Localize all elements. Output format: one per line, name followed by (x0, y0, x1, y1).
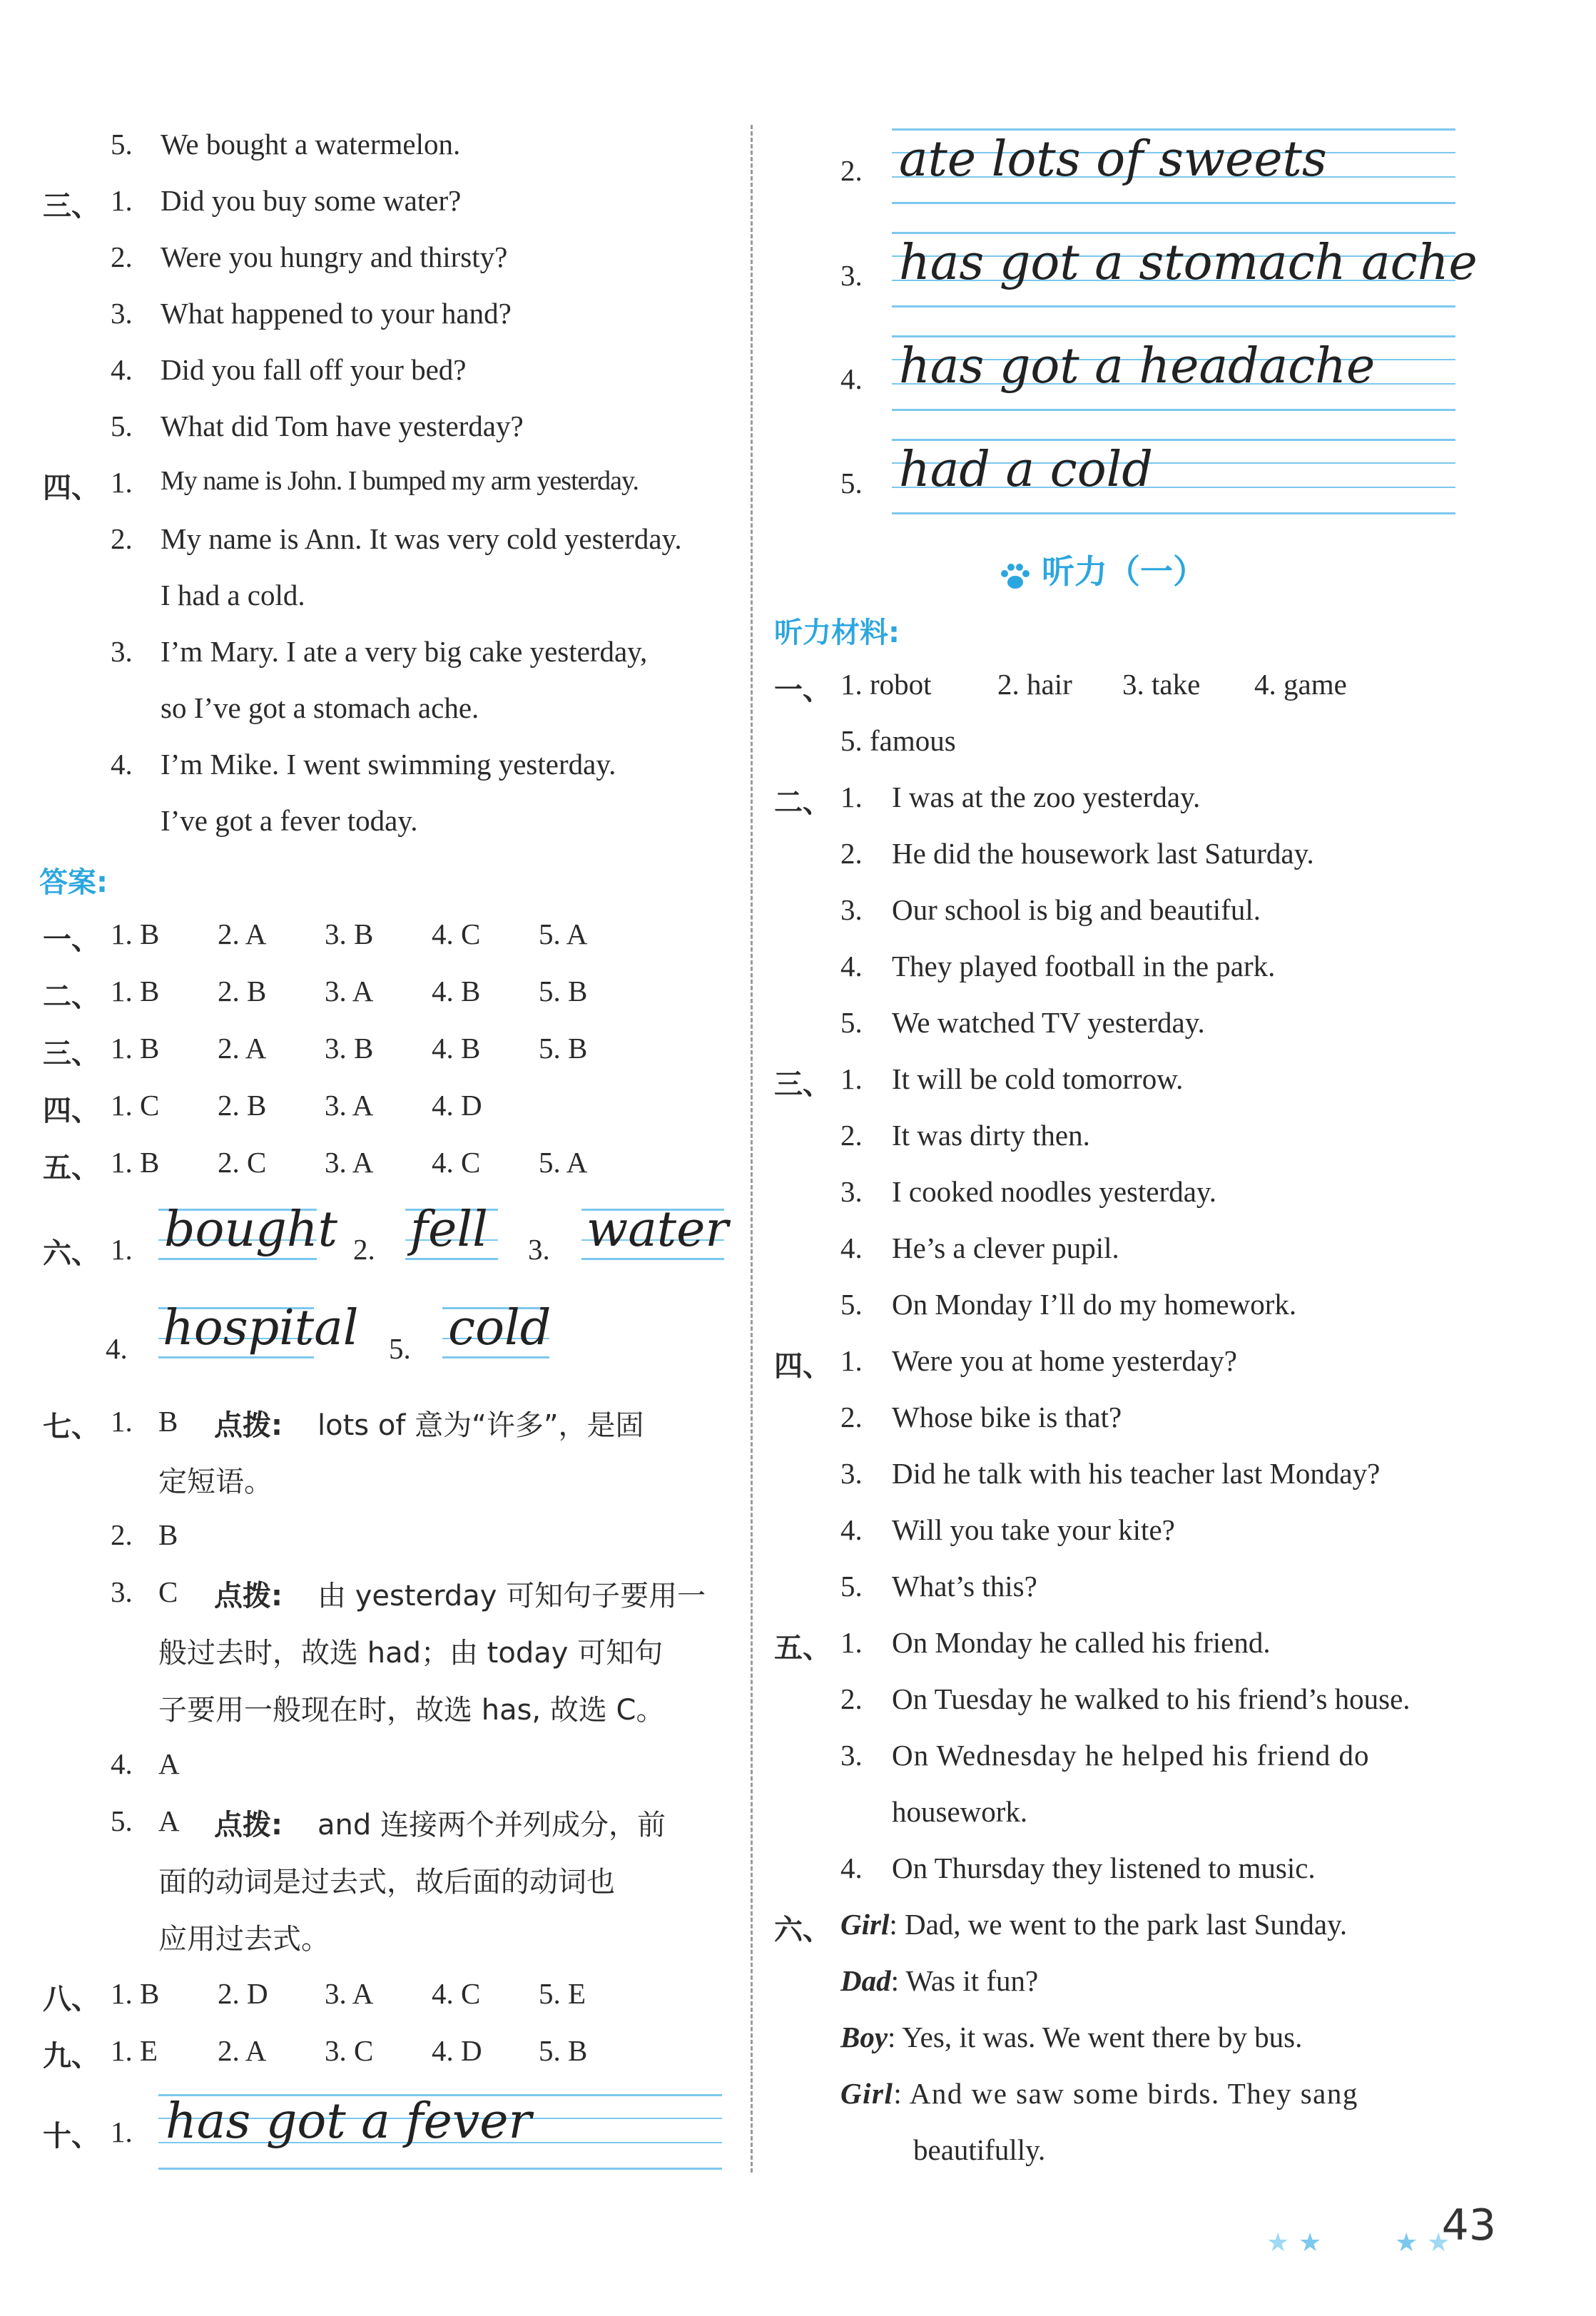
item-number: 4. (111, 353, 133, 386)
answer-row (111, 2033, 646, 2068)
section-label: 一、 (43, 923, 100, 956)
item-number: 1. (840, 1062, 863, 1095)
item-text: On Tuesday he walked to his friend’s house. (892, 1682, 1411, 1715)
answer-row (111, 974, 646, 1008)
item-number: 4. (840, 1231, 863, 1264)
answer-item: 2. A (218, 918, 267, 950)
dialogue-line (840, 1964, 1038, 1998)
note-text: 子要用一般现在时，故选 has, 故选 C。 (158, 1694, 665, 1727)
dialogue-line (840, 1907, 1347, 1941)
item-number: 4. (840, 950, 863, 982)
item-text: Did you fall off your bed? (161, 353, 467, 386)
item-text: I’m Mary. I ate a very big cake yesterday, (161, 635, 648, 668)
item-text: He’s a clever pupil. (892, 1231, 1119, 1264)
answer-item: 2. B (218, 975, 267, 1007)
answer-item: 3. A (325, 1146, 374, 1179)
item-number: 3. (111, 635, 133, 668)
item-number: 5. (840, 1006, 863, 1039)
item-text: What happened to your hand? (161, 297, 512, 330)
section-label: 二、 (43, 980, 100, 1013)
answer-item: 3. A (325, 1977, 374, 2010)
item-text: I’m Mike. I went swimming yesterday. (161, 748, 616, 781)
dialogue-text: : Was it fun? (890, 1964, 1039, 1997)
item-number: 4. (840, 1852, 863, 1884)
answer-item: 5. B (539, 975, 588, 1007)
item-text: Were you hungry and thirsty? (161, 240, 508, 273)
section-label: 五、 (43, 1152, 100, 1184)
answer-letter: B (158, 1405, 178, 1438)
section-label: 六、 (774, 1914, 831, 1946)
item-number: 2. (111, 1518, 133, 1551)
answer-item: 2. A (218, 2034, 267, 2067)
item-text: We watched TV yesterday. (892, 1006, 1205, 1039)
answer-letter: A (158, 1747, 180, 1780)
section-label: 三、 (43, 1037, 100, 1070)
section-label: 三、 (774, 1068, 831, 1101)
answer-item: 5. B (539, 2034, 588, 2067)
section-label: 五、 (774, 1632, 831, 1665)
word-item: 5. famous (840, 724, 956, 757)
answer-item: 4. D (432, 2034, 482, 2067)
item-number: 5. (840, 1570, 863, 1603)
answer-row (111, 1031, 646, 1065)
item-number: 3. (111, 297, 133, 330)
answer-item: 5. B (539, 1032, 588, 1065)
item-number: 2. (840, 837, 863, 870)
item-number: 5. (111, 410, 133, 442)
note-label: 点拨: (214, 1409, 283, 1442)
section-label: 九、 (43, 2040, 100, 2073)
answer-row (111, 917, 646, 951)
handwritten-answer: hospital (163, 1300, 359, 1356)
answer-item: 1. C (111, 1089, 160, 1122)
section-label: 三、 (43, 190, 100, 223)
answer-item: 4. C (432, 1146, 481, 1179)
item-text: I cooked noodles yesterday. (892, 1175, 1217, 1208)
handwritten-answer: had a cold (899, 442, 1153, 498)
item-number: 5. (389, 1332, 411, 1365)
word-item: 4. game (1254, 668, 1347, 701)
answer-item: 5. A (539, 918, 588, 950)
item-number: 4. (840, 1513, 863, 1546)
item-number: 2. (353, 1233, 375, 1266)
item-text: It will be cold tomorrow. (892, 1062, 1184, 1095)
answer-item: 3. A (325, 975, 374, 1007)
item-text: I had a cold. (161, 579, 305, 611)
handwritten-answer: has got a stomach ache (899, 235, 1478, 291)
dialogue-text: beautifully. (913, 2133, 1046, 2166)
listening-title (999, 546, 1206, 593)
item-text: They played football in the park. (892, 950, 1276, 982)
answer-item: 1. B (111, 975, 160, 1007)
note-label: 点拨: (214, 1809, 283, 1842)
word-item: 2. hair (997, 668, 1072, 701)
item-text: On Thursday they listened to music. (892, 1852, 1316, 1884)
answer-item: 3. C (325, 2034, 374, 2067)
answer-letter: C (158, 1575, 178, 1608)
note-text: and 连接两个并列成分，前 (317, 1809, 666, 1842)
answers-header: 答案: (39, 866, 108, 899)
item-number: 3. (840, 259, 863, 292)
note-text: 般过去时，故选 had；由 today 可知句 (158, 1637, 664, 1670)
item-number: 3. (840, 1457, 863, 1490)
item-text: I’ve got a fever today. (161, 804, 418, 837)
item-text: Were you at home yesterday? (892, 1344, 1237, 1377)
item-number: 1. (111, 1233, 133, 1266)
answer-item: 2. D (218, 1977, 268, 2010)
item-number: 4. (106, 1332, 128, 1365)
answer-row (111, 1145, 646, 1179)
item-text: My name is John. I bumped my arm yesterday. (161, 466, 639, 496)
word-item: 3. take (1122, 668, 1201, 701)
item-text: He did the housework last Saturday. (892, 837, 1314, 870)
note-text: 由 yesterday 可知句子要用一 (317, 1580, 706, 1612)
item-text: My name is Ann. It was very cold yesterday. (161, 522, 682, 555)
section-label: 八、 (43, 1983, 100, 2016)
item-number: 2. (111, 240, 133, 273)
answer-item: 5. E (539, 1977, 586, 2010)
paw-icon (999, 560, 1032, 589)
speaker: Dad (840, 1964, 891, 1997)
item-number: 2. (840, 1119, 863, 1152)
item-text: Did he talk with his teacher last Monday? (892, 1457, 1381, 1490)
item-number: 2. (840, 154, 863, 187)
dialogue-text: : Dad, we went to the park last Sunday. (889, 1908, 1348, 1941)
item-number: 3. (840, 893, 863, 926)
section-label: 四、 (43, 472, 100, 504)
item-number: 1. (111, 466, 133, 499)
item-text: Did you buy some water? (161, 184, 462, 217)
answer-item: 3. A (325, 1089, 374, 1122)
item-number: 4. (840, 362, 863, 395)
item-text: What’s this? (892, 1570, 1037, 1603)
handwritten-answer: has got a headache (899, 338, 1376, 395)
item-number: 4. (111, 748, 133, 781)
answer-item: 1. B (111, 1032, 160, 1065)
column-divider (751, 125, 753, 2173)
answer-letter: A (158, 1804, 180, 1837)
item-text: housework. (892, 1795, 1028, 1828)
word-row (840, 667, 1397, 701)
item-number: 2. (840, 1401, 863, 1433)
item-text: We bought a watermelon. (161, 128, 461, 161)
item-number: 1. (111, 184, 133, 217)
item-text: Our school is big and beautiful. (892, 893, 1261, 926)
materials-header: 听力材料: (774, 616, 900, 649)
item-number: 1. (840, 1344, 863, 1377)
item-text: so I’ve got a stomach ache. (161, 691, 479, 724)
item-number: 1. (111, 1405, 133, 1438)
note-text: lots of 意为“许多”，是固 (317, 1409, 644, 1442)
handwritten-answer: bought (164, 1202, 337, 1258)
answer-item: 1. B (111, 918, 160, 950)
answer-row (111, 1088, 539, 1122)
answer-item: 1. B (111, 1146, 160, 1179)
answer-item: 4. C (432, 1977, 481, 2010)
item-number: 5. (840, 1288, 863, 1321)
answer-letter: B (158, 1518, 178, 1551)
item-number: 1. (111, 2116, 133, 2148)
item-text: It was dirty then. (892, 1119, 1090, 1152)
star-icon: ★ (1427, 2228, 1450, 2257)
star-icon: ★ (1395, 2228, 1418, 2257)
item-number: 3. (840, 1739, 863, 1772)
star-icon: ★ (1298, 2228, 1322, 2257)
section-label: 十、 (43, 2120, 100, 2153)
item-number: 1. (840, 1626, 863, 1659)
dialogue-text: : Yes, it was. We went there by bus. (888, 2021, 1303, 2053)
answer-item: 4. D (432, 1089, 482, 1122)
answer-item: 3. B (325, 918, 374, 950)
note-text: 面的动词是过去式，故后面的动词也 (158, 1866, 615, 1899)
handwritten-answer: has got a fever (166, 2093, 532, 2150)
section-label: 七、 (43, 1411, 100, 1443)
item-text: On Monday he called his friend. (892, 1626, 1271, 1659)
dialogue-line (840, 2076, 1358, 2111)
note-text: 定短语。 (158, 1466, 273, 1498)
note-text: 应用过去式。 (158, 1923, 330, 1956)
answer-item: 4. C (432, 918, 481, 950)
handwritten-answer: fell (410, 1202, 488, 1258)
answer-item: 2. A (218, 1032, 267, 1065)
note-label: 点拨: (214, 1580, 283, 1612)
word-item: 1. robot (840, 668, 932, 701)
listening-title-text: 听力（一） (1042, 552, 1206, 591)
answer-item: 2. C (218, 1146, 267, 1179)
item-number: 3. (840, 1175, 863, 1208)
section-label: 六、 (43, 1237, 100, 1270)
answer-item: 2. B (218, 1089, 267, 1122)
item-text: Whose bike is that? (892, 1401, 1122, 1433)
answer-item: 4. B (432, 975, 481, 1007)
section-label: 二、 (774, 786, 831, 819)
item-number: 2. (111, 522, 133, 555)
item-number: 5. (111, 1804, 133, 1837)
item-number: 1. (840, 781, 863, 813)
item-number: 3. (111, 1575, 133, 1608)
section-label: 一、 (774, 674, 831, 706)
item-text: Will you take your kite? (892, 1513, 1175, 1546)
answer-item: 5. A (539, 1146, 588, 1179)
handwritten-answer: water (586, 1202, 728, 1258)
dialogue-text: : And we saw some birds. They sang (893, 2077, 1358, 2110)
page-number: 43 (1441, 2200, 1496, 2250)
item-text: I was at the zoo yesterday. (892, 781, 1201, 813)
section-label: 四、 (774, 1350, 831, 1383)
item-number: 5. (840, 467, 863, 499)
item-number: 5. (111, 128, 133, 161)
item-number: 2. (840, 1682, 863, 1715)
section-label: 四、 (43, 1094, 100, 1127)
speaker: Girl (840, 1908, 890, 1941)
star-icon: ★ (1266, 2228, 1290, 2257)
speaker: Boy (840, 2021, 888, 2053)
speaker: Girl (840, 2077, 894, 2110)
handwritten-answer: ate lots of sweets (899, 131, 1327, 188)
handwritten-answer: cold (448, 1300, 552, 1356)
item-text: On Wednesday he helped his friend do (892, 1739, 1370, 1772)
item-text: On Monday I’ll do my homework. (892, 1288, 1297, 1321)
answer-item: 3. B (325, 1032, 374, 1065)
item-number: 4. (111, 1747, 133, 1780)
answer-item: 1. B (111, 1977, 160, 2010)
answer-item: 4. B (432, 1032, 481, 1065)
item-number: 3. (528, 1233, 550, 1266)
answer-row (111, 1976, 646, 2011)
item-text: What did Tom have yesterday? (161, 410, 524, 442)
dialogue-line (840, 2020, 1302, 2054)
answer-item: 1. E (111, 2034, 158, 2067)
